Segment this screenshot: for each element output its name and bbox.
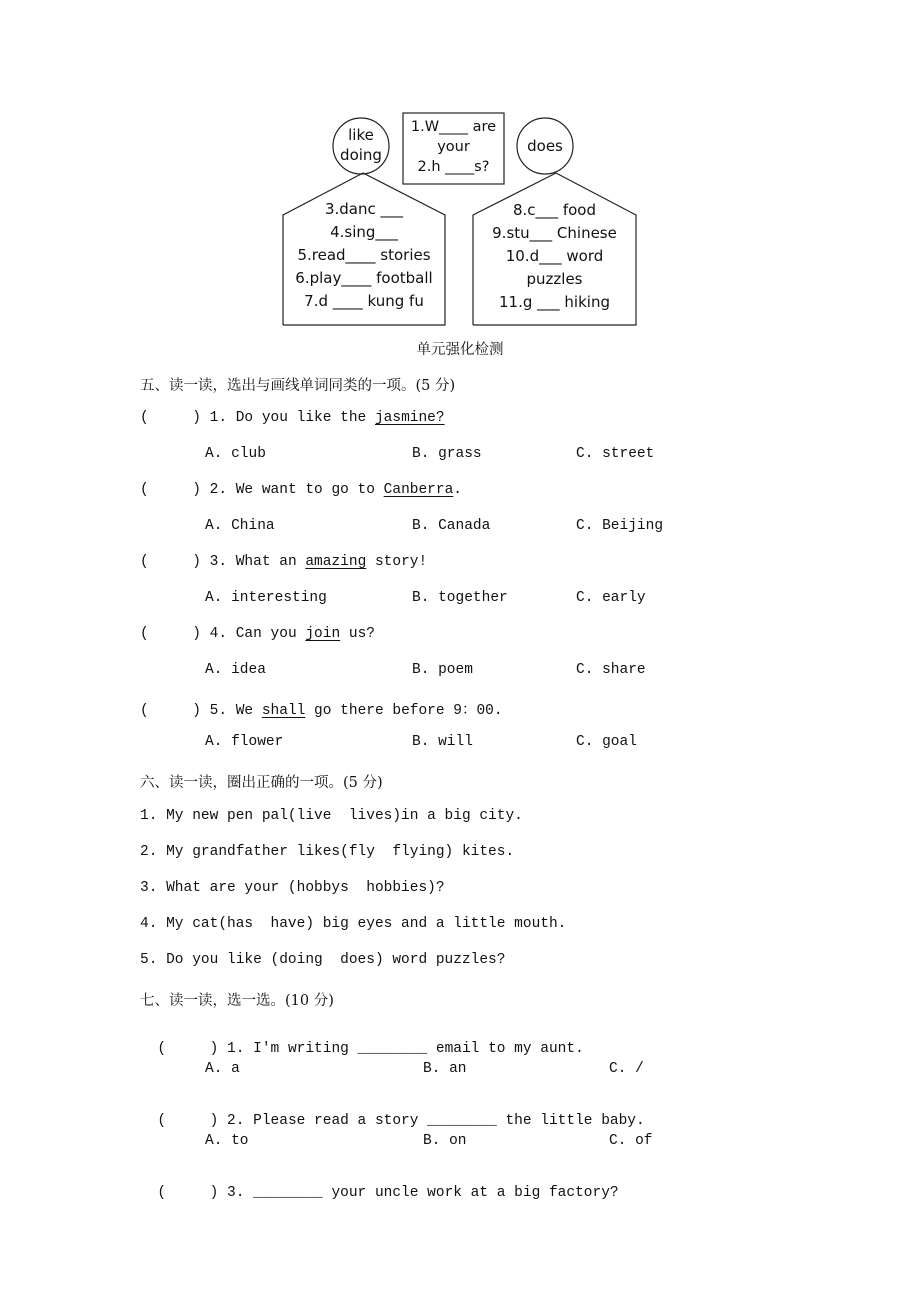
question-number: 1.: [209, 410, 228, 426]
left-circle-line: like: [348, 126, 374, 144]
left-house-line: 3.danc ___: [324, 200, 404, 218]
question-text: us?: [340, 626, 375, 642]
option-a: A. China: [205, 518, 275, 534]
option-b: B. grass: [412, 446, 482, 462]
answer-blank[interactable]: ( ): [140, 554, 201, 570]
middle-box-line: 1.W____ are: [410, 119, 497, 135]
question-text: 3. ________ your uncle work at a big factory?: [227, 1185, 619, 1201]
left-house-line: 7.d ____ kung fu: [304, 292, 424, 310]
middle-box-line: 2.h ____s?: [417, 159, 490, 175]
section7-title: 七、读一读，选一选。(10 分): [140, 993, 334, 1009]
question-number: 3.: [209, 554, 228, 570]
option-b: B. Canada: [412, 518, 491, 534]
option-a: A. to: [205, 1133, 249, 1149]
left-house-line: 5.read____ stories: [297, 246, 431, 264]
option-c: C. early: [576, 590, 646, 606]
section6-item: 4. My cat(has have) big eyes and a little mouth.: [140, 916, 567, 932]
answer-blank[interactable]: ( ): [140, 410, 201, 426]
option-c: C. of: [609, 1133, 653, 1149]
section7-question: [140, 1097, 645, 1129]
question-text: 2. Please read a story ________ the little baby.: [227, 1113, 645, 1129]
option-a: A. a: [205, 1061, 240, 1077]
left-house-line: 4.sing___: [330, 223, 398, 241]
right-house-line: 9.stu___ Chinese: [492, 224, 617, 242]
answer-blank[interactable]: ( ): [157, 1185, 219, 1201]
option-c: C. goal: [576, 734, 637, 750]
option-b: B. poem: [412, 662, 473, 678]
question-number: 4.: [209, 626, 228, 642]
right-house-line: 11.g ___ hiking: [499, 293, 610, 311]
answer-blank[interactable]: ( ): [140, 626, 201, 642]
middle-box-line: your: [437, 139, 470, 155]
option-c: C. street: [576, 446, 655, 462]
option-b: B. will: [412, 734, 473, 750]
right-house-line: 10.d___ word: [505, 247, 604, 265]
left-circle-label: [333, 125, 389, 165]
underlined-word: join: [305, 626, 341, 642]
answer-blank[interactable]: ( ): [140, 703, 201, 719]
section5-title: 五、读一读，选出与画线单词同类的一项。(5 分): [140, 378, 456, 394]
section7-question: [140, 1169, 619, 1201]
right-house-line: 8.c___ food: [513, 201, 596, 219]
underlined-word: shall: [261, 703, 306, 719]
section6-item: 1. My new pen pal(live lives)in a big city.: [140, 808, 523, 824]
section6-item: 3. What are your (hobbys hobbies)?: [140, 880, 445, 896]
question-text: What an: [235, 554, 306, 570]
option-a: A. club: [205, 446, 266, 462]
option-b: B. on: [423, 1133, 467, 1149]
answer-blank[interactable]: ( ): [140, 482, 201, 498]
word-family-diagram: [0, 0, 920, 340]
question-text: We: [235, 703, 262, 719]
section6-title: 六、读一读，圈出正确的一项。(5 分): [140, 775, 383, 791]
option-c: C. share: [576, 662, 646, 678]
section6-item: 5. Do you like (doing does) word puzzles?: [140, 952, 506, 968]
option-a: A. flower: [205, 734, 284, 750]
section5-question: [140, 698, 503, 719]
option-a: A. idea: [205, 662, 266, 678]
question-text: story!: [366, 554, 428, 570]
option-c: C. Beijing: [576, 518, 664, 534]
answer-blank[interactable]: ( ): [157, 1041, 219, 1057]
question-text: Do you like the: [235, 410, 375, 426]
option-b: B. an: [423, 1061, 467, 1077]
question-text: .: [453, 482, 462, 498]
question-number: 5.: [209, 703, 228, 719]
underlined-word: amazing: [305, 554, 367, 570]
question-text: Can you: [235, 626, 306, 642]
option-b: B. together: [412, 590, 508, 606]
section6-item: 2. My grandfather likes(fly flying) kites.: [140, 844, 515, 860]
section5-question: [140, 482, 462, 498]
question-text: 1. I'm writing ________ email to my aunt.: [227, 1041, 584, 1057]
question-text: go there before 9：00.: [305, 703, 503, 719]
section5-question: [140, 554, 427, 570]
left-house-line: 6.play____ football: [295, 269, 433, 287]
right-house-line: puzzles: [526, 270, 583, 288]
section5-question: [140, 410, 445, 426]
section5-question: [140, 626, 375, 642]
underlined-word: jasmine?: [374, 410, 445, 426]
right-house-text: [473, 199, 636, 314]
page-caption: 单元强化检测: [416, 342, 504, 358]
left-circle-line: doing: [340, 146, 382, 164]
middle-box-text: [403, 117, 504, 177]
section7-question: [140, 1025, 584, 1057]
left-house-text: [283, 198, 445, 313]
question-text: We want to go to: [235, 482, 384, 498]
right-circle-label: does: [527, 137, 563, 155]
question-number: 2.: [209, 482, 228, 498]
option-a: A. interesting: [205, 590, 327, 606]
option-c: C. /: [609, 1061, 644, 1077]
answer-blank[interactable]: ( ): [157, 1113, 219, 1129]
underlined-word: Canberra: [383, 482, 454, 498]
